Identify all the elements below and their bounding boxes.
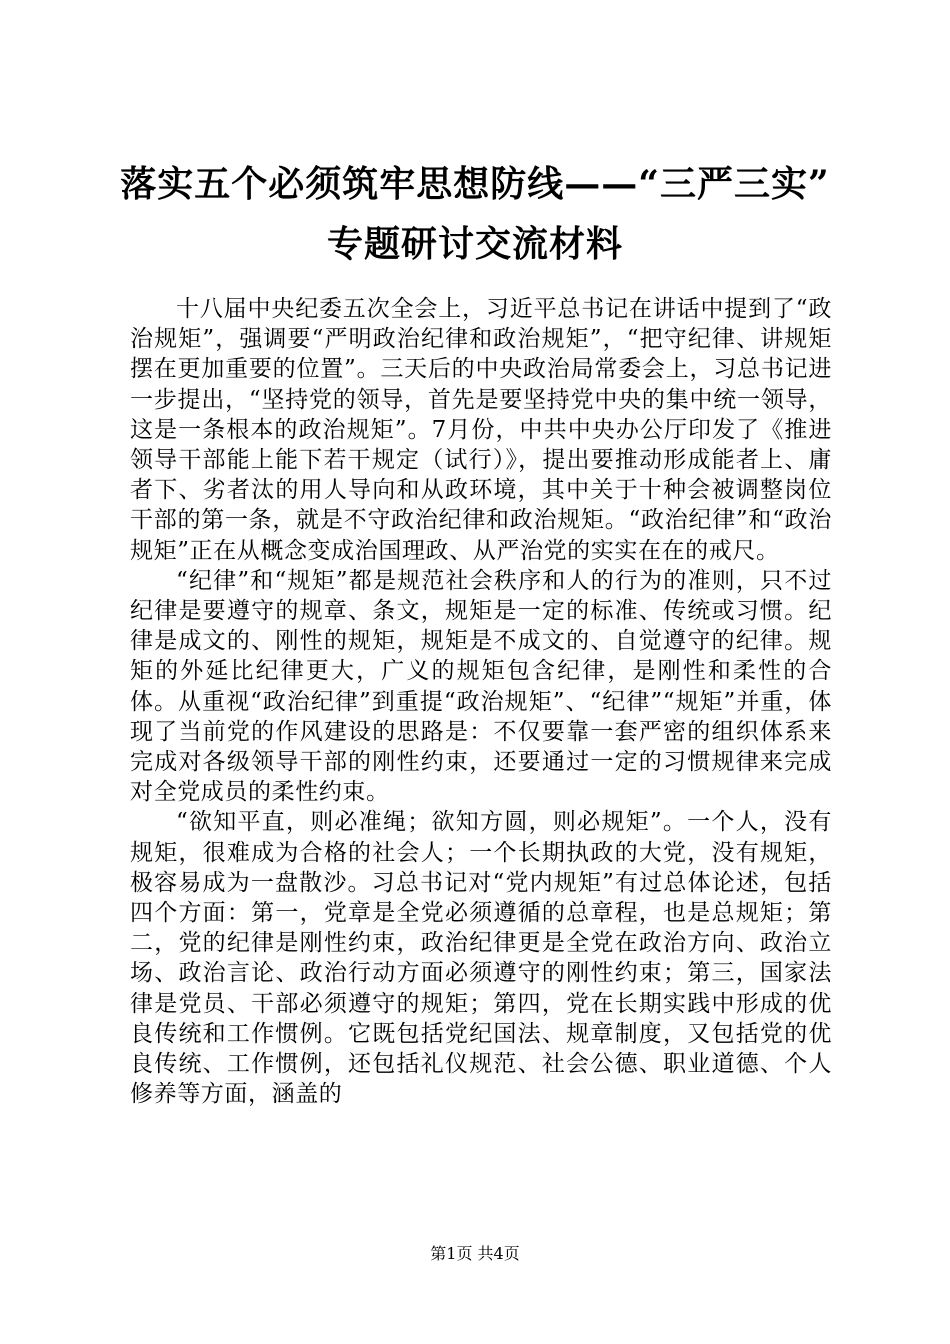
body-paragraph-3: “欲知平直，则必准绳；欲知方圆，则必规矩”。一个人，没有规矩，很难成为合格的社会人；一个长期执政的大党，没有规矩，极容易成为一盘散沙。习总书记对“党内规矩”有过总体论述，包括四个方面：第一，党章是全党必须遵循的总章程，也是总规矩；第二，党的纪律是刚性约束，政治纪律更是全党在政治方向、政治立场、政治言论、政治行动方面必须遵守的刚性约束；第三，国家法律是党员、干部必须遵守的规矩；第四，党在长期实践中形成的优良传统和工作惯例。它既包括党纪国法、规章制度，又包括党的优良传统、工作惯例，还包括礼仪规范、社会公德、职业道德、个人修养等方面，涵盖的: [130, 809, 832, 1108]
body-paragraph-2: “纪律”和“规矩”都是规范社会秩序和人的行为的准则，只不过纪律是要遵守的规章、条文，规矩是一定的标准、传统或习惯。纪律是成文的、刚性的规矩，规矩是不成文的、自觉遵守的纪律。规矩的外延比纪律更大，广义的规矩包含纪律，是刚性和柔性的合体。从重视“政治纪律”到重提“政治规矩”、“纪律”“规矩”并重，体现了当前党的作风建设的思路是：不仅要靠一套严密的组织体系来完成对各级领导干部的刚性约束，还要通过一定的习惯规律来完成对全党成员的柔性约束。: [130, 567, 832, 806]
document-title-line-1: 落实五个必须筑牢思想防线——“三严三实”: [120, 163, 830, 205]
body-paragraph-1: 十八届中央纪委五次全会上，习近平总书记在讲话中提到了“政治规矩”，强调要“严明政治纪律和政治规矩”，“把守纪律、讲规矩摆在更加重要的位置”。三天后的中央政治局常委会上，习总书记进一步提出，“坚持党的领导，首先是要坚持党中央的集中统一领导，这是一条根本的政治规矩”。7月份，中共中央办公厅印发了《推进领导干部能上能下若干规定（试行）》，提出要推动形成能者上、庸者下、劣者汰的用人导向和从政环境，其中关于十种会被调整岗位干部的第一条，就是不守政治纪律和政治规矩。“政治纪律”和“政治规矩”正在从概念变成治国理政、从严治党的实实在在的戒尺。: [130, 296, 832, 564]
document-body: [130, 294, 832, 1109]
page-number-footer: 第1页 共4页: [430, 1244, 520, 1263]
document-title-line-2: 专题研讨交流材料: [326, 223, 623, 265]
